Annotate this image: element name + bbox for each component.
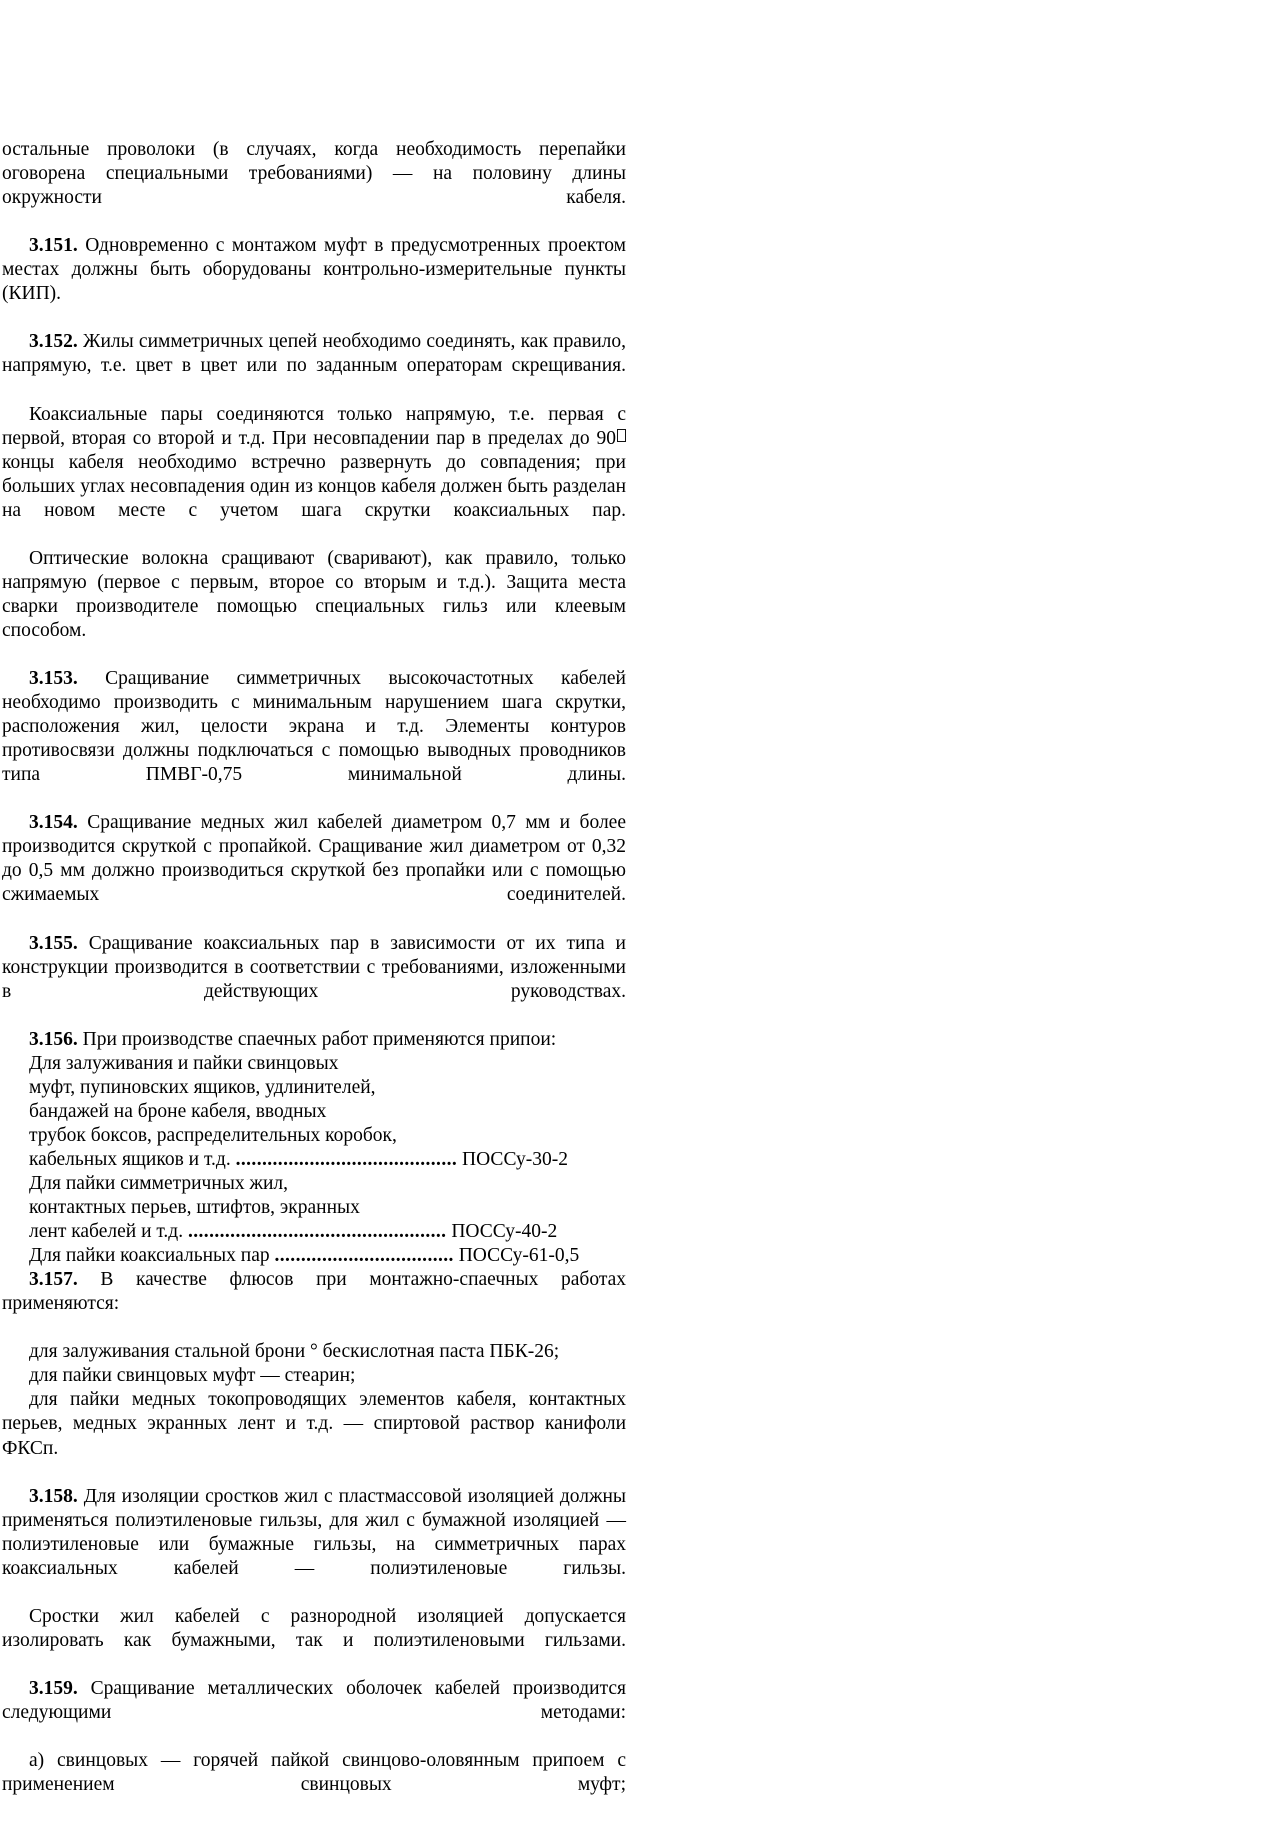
clause-number-3-157: 3.157.: [29, 1269, 78, 1291]
solder-item-label: Для пайки симметричных жил,: [29, 1173, 289, 1195]
clause-number-3-151: 3.151.: [29, 235, 78, 257]
clause-number-3-152: 3.152.: [29, 331, 78, 353]
paragraph-3-159: [2, 1677, 626, 1749]
solder-list-item: [2, 1052, 626, 1076]
dot-leader: .................................................: [187, 1221, 447, 1243]
clause-body-3-156: При производстве спаечных работ применяются припои:: [77, 1028, 557, 1050]
solder-list-item: [2, 1076, 626, 1100]
paragraph-3-156: [2, 1028, 626, 1052]
coaxial-text-part-1: Коаксиальные пары соединяются только напрямую, т.е. первая с первой, вторая со второй и т.д. При несовпадении пар в пределах до 90: [2, 403, 626, 449]
solder-list-item: [2, 1220, 626, 1244]
paragraph-item-a-lead-sheaths: а) свинцовых — горячей пайкой свинцово-оловянным припоем с применением свинцовых муфт;: [2, 1750, 626, 1796]
solder-item-label: бандажей на броне кабеля, вводных: [29, 1100, 327, 1122]
clause-body-3-151: Одновременно с монтажом муфт в предусмотренных проектом местах должны быть оборудованы контрольно-измерительные пункты (КИП).: [2, 235, 626, 305]
clause-number-3-158: 3.158.: [29, 1485, 78, 1507]
clause-number-3-153: 3.153.: [29, 668, 78, 690]
solder-grade-value: ПОССу-40-2: [446, 1221, 558, 1243]
solder-list-item: [2, 1244, 626, 1268]
solder-list-item: [2, 1148, 626, 1172]
clause-body-3-155: Сращивание коаксиальных пар в зависимости от их типа и конструкции производится в соответствии с требованиями, изложенными в действующих руководствах.: [2, 932, 626, 1002]
paragraph-splices-mixed-insulation: Сростки жил кабелей с разнородной изоляцией допускается изолировать как бумажными, так и полиэтиленовыми гильзами.: [2, 1605, 626, 1651]
paragraph-3-155: [2, 932, 626, 1028]
clause-body-3-159: Сращивание металлических оболочек кабелей производится следующими методами:: [2, 1678, 626, 1724]
paragraph-3-151: [2, 234, 626, 330]
clause-body-3-158: Для изоляции сростков жил с пластмассовой изоляцией должны применяться полиэтиленовые гильзы, для жил с бумажной изоляцией — полиэтиленовые или бумажные гильзы, на симметричных парах коаксиальных кабелей — полиэтиленовые гильзы.: [2, 1485, 626, 1579]
solder-item-label: трубок боксов, распределительных коробок,: [29, 1124, 397, 1146]
solder-grade-value: ПОССу-30-2: [457, 1148, 568, 1170]
paragraph-3-154: [2, 811, 626, 931]
solder-grade-value: ПОССу-61-0,5: [453, 1245, 580, 1267]
solder-item-label: Для залуживания и пайки свинцовых: [29, 1052, 339, 1074]
clause-number-3-156: 3.156.: [29, 1028, 78, 1050]
dot-leader: ..................................: [274, 1245, 454, 1267]
solder-item-label: лент кабелей и т.д.: [29, 1221, 188, 1243]
clause-body-3-153: Сращивание симметричных высокочастотных кабелей необходимо производить с минимальным нарушением шага скрутки, расположения жил, целости экрана и т.д. Элементы контуров противосвязи должны подключаться с помощью выводных проводников типа ПМВГ-0,75 минимальной длины.: [2, 668, 626, 786]
flux-item-lead-sleeves: для пайки свинцовых муфт — стеарин;: [29, 1365, 356, 1387]
solder-item-label: кабельных ящиков и т.д.: [29, 1148, 236, 1170]
solder-list-item: [2, 1124, 626, 1148]
paragraph-3-157: [2, 1268, 626, 1340]
solder-item-label: Для пайки коаксиальных пар: [29, 1245, 275, 1267]
paragraph-3-152: [2, 330, 626, 402]
clause-number-3-154: 3.154.: [29, 812, 78, 834]
paragraph-continued: остальные проволоки (в случаях, когда необходимость перепайки оговорена специальными требованиями) — на половину длины окружности кабеля.: [2, 139, 626, 209]
solder-item-label: муфт, пупиновских ящиков, удлинителей,: [29, 1076, 376, 1098]
dot-leader: ..........................................: [235, 1148, 458, 1170]
solder-list-item: [2, 1196, 626, 1220]
clause-number-3-159: 3.159.: [29, 1678, 78, 1699]
coaxial-text-part-2: концы кабеля необходимо встречно развернуть до совпадения; при больших углах несовпадения один из концов кабеля должен быть разделан на новом месте с учетом шага скрутки коаксиальных пар.: [2, 451, 626, 521]
clause-body-3-154: Сращивание медных жил кабелей диаметром 0,7 мм и более производится скруткой с пропайкой. Сращивание жил диаметром от 0,32 до 0,5 мм должно производиться скруткой без пропайки или с помощью сжимаемых соединителей.: [2, 812, 626, 906]
degree-tofu-glyph: [617, 429, 626, 442]
clause-body-3-157: В качестве флюсов при монтажно-спаечных работах применяются:: [2, 1269, 626, 1315]
solder-list-item: [2, 1100, 626, 1124]
clause-number-3-155: 3.155.: [29, 932, 78, 954]
solder-list-item: [2, 1172, 626, 1196]
paragraph-3-153: [2, 667, 626, 811]
paragraph-3-158: [2, 1485, 626, 1605]
document-text-block: [2, 138, 626, 1821]
solder-item-label: контактных перьев, штифтов, экранных: [29, 1197, 360, 1219]
paragraph-coaxial-pairs: [2, 403, 626, 547]
paragraph-optical-fibers: Оптические волокна сращивают (сваривают), как правило, только напрямую (первое с первым, второе со вторым и т.д.). Защита места сварки производителе помощью специальных гильз или клеевым способом.: [2, 547, 626, 641]
flux-item-copper-elements: для пайки медных токопроводящих элементов кабеля, контактных перьев, медных экранных лент и т.д. — спиртовой раствор канифоли ФКСп.: [2, 1389, 626, 1459]
clause-body-3-152: Жилы симметричных цепей необходимо соединять, как правило, напрямую, т.е. цвет в цвет или по заданным операторам скрещивания.: [2, 331, 626, 377]
flux-item-steel-armour: для залуживания стальной брони ° бескислотная паста ПБК-26;: [29, 1341, 560, 1363]
solder-list: [2, 1052, 626, 1268]
